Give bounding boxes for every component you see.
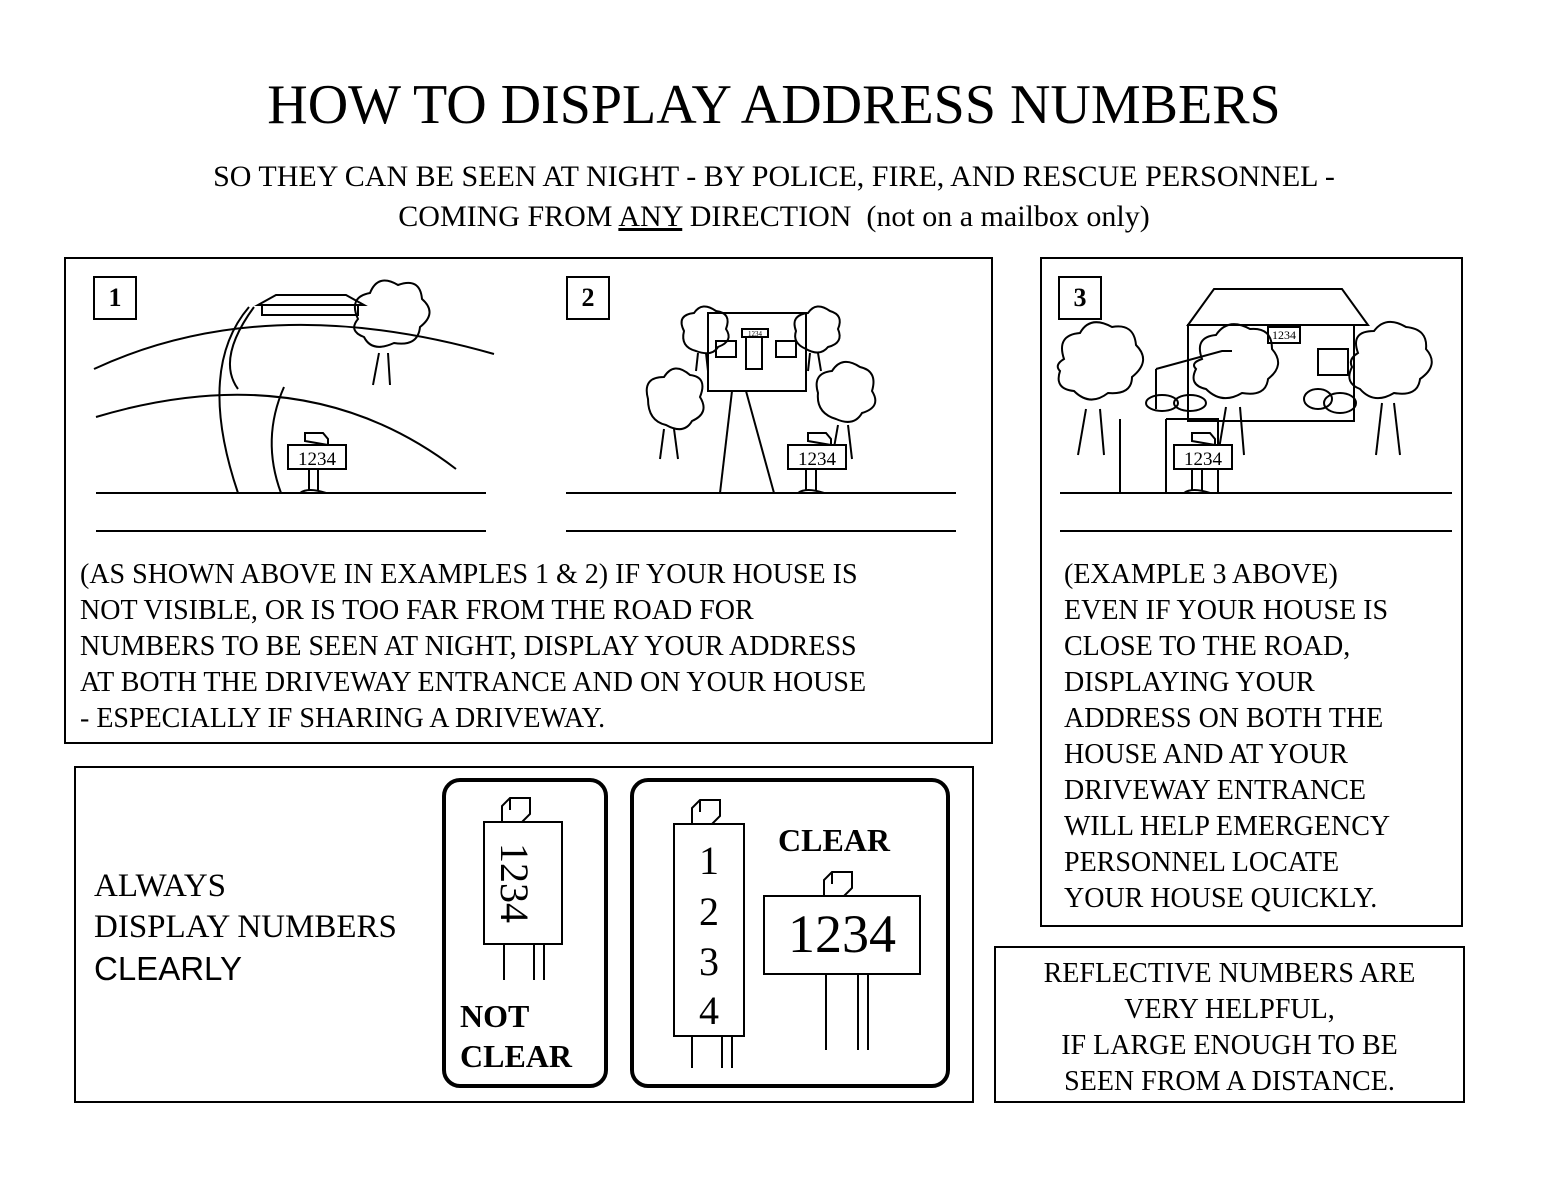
example-3-badge: 3: [1058, 276, 1102, 320]
clarity-text: [94, 866, 397, 989]
subtitle-line-1: SO THEY CAN BE SEEN AT NIGHT - BY POLICE, FIRE, AND RESCUE PERSONNEL -: [213, 160, 1335, 193]
reflective-text: [996, 956, 1463, 1100]
clear-digit-4: 4: [699, 988, 719, 1033]
examples-1-2-panel: [64, 257, 993, 744]
clear-sign-number: 1234: [788, 904, 896, 964]
example-2-illustration: [66, 259, 995, 559]
text-3-line-4: DISPLAYING YOUR: [1064, 667, 1315, 698]
example-3-panel: [1040, 257, 1463, 927]
example-3-sign-number: 1234: [1184, 449, 1222, 470]
example-1-sign-number: 1234: [298, 449, 336, 470]
clarity-line-2: DISPLAY NUMBERS: [94, 909, 397, 945]
reflective-line-4: SEEN FROM A DISTANCE.: [1064, 1066, 1395, 1097]
text-3-line-7: DRIVEWAY ENTRANCE: [1064, 775, 1367, 806]
example-2-house-number: 1234: [748, 330, 762, 338]
reflective-line-2: VERY HELPFUL,: [1124, 994, 1335, 1025]
text-12-line-1: (AS SHOWN ABOVE IN EXAMPLES 1 & 2) IF YOUR HOUSE IS: [80, 559, 858, 590]
clear-digit-1: 1: [699, 838, 719, 883]
text-12-line-5: - ESPECIALLY IF SHARING A DRIVEWAY.: [80, 703, 606, 734]
reflective-line-3: IF LARGE ENOUGH TO BE: [1061, 1030, 1398, 1061]
text-3-line-3: CLOSE TO THE ROAD,: [1064, 631, 1351, 662]
clear-example: [630, 778, 950, 1088]
text-3-line-2: EVEN IF YOUR HOUSE IS: [1064, 595, 1389, 626]
example-2-sign-number: 1234: [798, 449, 836, 470]
subtitle-line-2: [0, 198, 1548, 236]
clear-digit-2: 2: [699, 889, 719, 934]
examples-1-2-text: [80, 557, 866, 737]
reflective-line-1: REFLECTIVE NUMBERS ARE: [1043, 958, 1416, 989]
example-2-badge: 2: [566, 276, 610, 320]
not-clear-label-2: CLEAR: [460, 1038, 573, 1074]
clear-signs: [634, 782, 954, 1092]
subtitle-after: DIRECTION: [689, 200, 852, 233]
text-3-line-9: PERSONNEL LOCATE: [1064, 847, 1340, 878]
text-12-line-4: AT BOTH THE DRIVEWAY ENTRANCE AND ON YOUR HOUSE: [80, 667, 867, 698]
text-3-line-1: (EXAMPLE 3 ABOVE): [1064, 559, 1338, 590]
reflective-panel: [994, 946, 1465, 1103]
clear-label: CLEAR: [778, 822, 891, 858]
text-3-line-8: WILL HELP EMERGENCY: [1064, 811, 1391, 842]
example-3-house-number: 1234: [1272, 328, 1296, 342]
text-3-line-5: ADDRESS ON BOTH THE: [1064, 703, 1384, 734]
text-3-line-6: HOUSE AND AT YOUR: [1064, 739, 1348, 770]
clear-digit-3: 3: [699, 939, 719, 984]
page-title: HOW TO DISPLAY ADDRESS NUMBERS: [267, 74, 1281, 136]
subtitle-before: COMING FROM: [398, 200, 613, 233]
text-12-line-2: NOT VISIBLE, OR IS TOO FAR FROM THE ROAD FOR: [80, 595, 754, 626]
subtitle-emphasis: ANY: [618, 200, 683, 233]
text-3-line-10: YOUR HOUSE QUICKLY.: [1064, 883, 1378, 914]
clarity-panel: [74, 766, 974, 1103]
not-clear-number: 1234: [491, 843, 537, 923]
clarity-line-3: CLEARLY: [94, 950, 242, 987]
example-1-badge: 1: [93, 276, 137, 320]
text-12-line-3: NUMBERS TO BE SEEN AT NIGHT, DISPLAY YOUR ADDRESS: [80, 631, 857, 662]
subtitle-note: (not on a mailbox only): [866, 200, 1150, 233]
example-3-text: [1064, 557, 1390, 917]
example-3-illustration: [1042, 259, 1465, 559]
clarity-line-1: ALWAYS: [94, 868, 227, 904]
not-clear-example: [442, 778, 608, 1088]
not-clear-label: [460, 996, 572, 1076]
not-clear-label-1: NOT: [460, 998, 530, 1034]
